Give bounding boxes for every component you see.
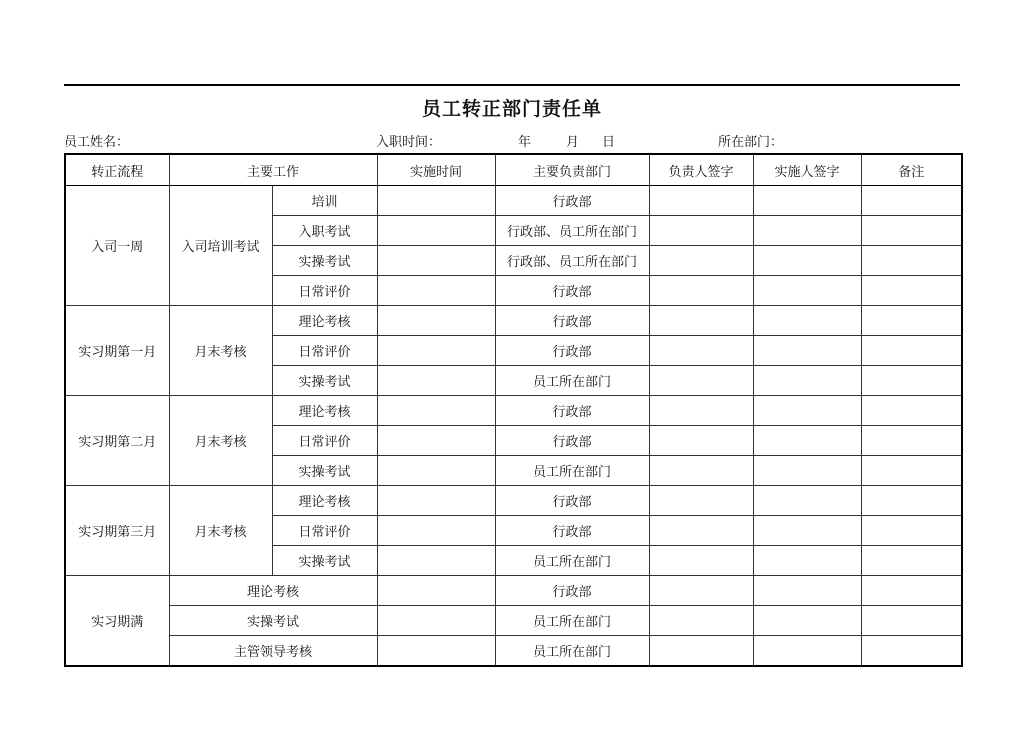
responsible-sign-cell[interactable] xyxy=(649,336,753,366)
table-row xyxy=(65,486,962,516)
responsible-sign-cell[interactable] xyxy=(649,396,753,426)
remarks-cell[interactable] xyxy=(861,546,962,576)
dept-cell: 行政部 xyxy=(495,396,649,426)
remarks-cell[interactable] xyxy=(861,186,962,216)
task-cell: 实操考试 xyxy=(272,546,377,576)
dept-cell: 员工所在部门 xyxy=(495,606,649,636)
time-cell[interactable] xyxy=(377,516,495,546)
implementer-sign-cell[interactable] xyxy=(753,486,861,516)
dept-cell: 行政部 xyxy=(495,186,649,216)
remarks-cell[interactable] xyxy=(861,276,962,306)
task-cell: 理论考核 xyxy=(272,396,377,426)
time-cell[interactable] xyxy=(377,306,495,336)
task-cell: 日常评价 xyxy=(272,276,377,306)
responsible-sign-cell[interactable] xyxy=(649,456,753,486)
responsible-sign-cell[interactable] xyxy=(649,576,753,606)
task-cell: 主管领导考核 xyxy=(169,636,377,667)
time-cell[interactable] xyxy=(377,186,495,216)
header-implementer-sign: 实施人签字 xyxy=(753,154,861,186)
dept-cell: 员工所在部门 xyxy=(495,456,649,486)
stage-cell: 实习期第一月 xyxy=(65,306,169,396)
responsible-sign-cell[interactable] xyxy=(649,636,753,667)
implementer-sign-cell[interactable] xyxy=(753,456,861,486)
task-cell: 日常评价 xyxy=(272,336,377,366)
top-rule xyxy=(64,84,960,86)
implementer-sign-cell[interactable] xyxy=(753,246,861,276)
remarks-cell[interactable] xyxy=(861,576,962,606)
dept-cell: 行政部 xyxy=(495,306,649,336)
table-row xyxy=(65,576,962,606)
implementer-sign-cell[interactable] xyxy=(753,396,861,426)
dept-cell: 行政部、员工所在部门 xyxy=(495,216,649,246)
stage-cell: 实习期第二月 xyxy=(65,396,169,486)
time-cell[interactable] xyxy=(377,336,495,366)
time-cell[interactable] xyxy=(377,276,495,306)
hire-date-label: 入职时间： xyxy=(376,135,442,150)
time-cell[interactable] xyxy=(377,426,495,456)
dept-cell: 行政部 xyxy=(495,276,649,306)
task-cell: 实操考试 xyxy=(272,366,377,396)
time-cell[interactable] xyxy=(377,486,495,516)
implementer-sign-cell[interactable] xyxy=(753,216,861,246)
task-cell: 理论考核 xyxy=(272,306,377,336)
header-responsible-sign: 负责人签字 xyxy=(649,154,753,186)
implementer-sign-cell[interactable] xyxy=(753,606,861,636)
dept-cell: 行政部 xyxy=(495,426,649,456)
work-cell: 月末考核 xyxy=(169,306,272,396)
remarks-cell[interactable] xyxy=(861,246,962,276)
responsible-sign-cell[interactable] xyxy=(649,186,753,216)
header-department: 主要负责部门 xyxy=(495,154,649,186)
responsible-sign-cell[interactable] xyxy=(649,546,753,576)
dept-cell: 行政部 xyxy=(495,576,649,606)
time-cell[interactable] xyxy=(377,456,495,486)
dept-cell: 员工所在部门 xyxy=(495,636,649,667)
time-cell[interactable] xyxy=(377,576,495,606)
dept-cell: 行政部、员工所在部门 xyxy=(495,246,649,276)
time-cell[interactable] xyxy=(377,366,495,396)
responsible-sign-cell[interactable] xyxy=(649,366,753,396)
remarks-cell[interactable] xyxy=(861,366,962,396)
time-cell[interactable] xyxy=(377,636,495,667)
time-cell[interactable] xyxy=(377,606,495,636)
implementer-sign-cell[interactable] xyxy=(753,186,861,216)
page-title: 员工转正部门责任单 xyxy=(421,98,602,120)
time-cell[interactable] xyxy=(377,546,495,576)
implementer-sign-cell[interactable] xyxy=(753,516,861,546)
department-label: 所在部门： xyxy=(718,135,784,150)
responsible-sign-cell[interactable] xyxy=(649,606,753,636)
implementer-sign-cell[interactable] xyxy=(753,336,861,366)
implementer-sign-cell[interactable] xyxy=(753,276,861,306)
year-label: 年 xyxy=(518,135,532,150)
work-cell: 入司培训考试 xyxy=(169,186,272,306)
implementer-sign-cell[interactable] xyxy=(753,426,861,456)
responsible-sign-cell[interactable] xyxy=(649,276,753,306)
task-cell: 理论考核 xyxy=(169,576,377,606)
table-row xyxy=(65,636,962,667)
work-cell: 月末考核 xyxy=(169,396,272,486)
header-remarks: 备注 xyxy=(861,154,962,186)
time-cell[interactable] xyxy=(377,216,495,246)
day-label: 日 xyxy=(602,135,616,150)
responsible-sign-cell[interactable] xyxy=(649,486,753,516)
table-row xyxy=(65,306,962,336)
implementer-sign-cell[interactable] xyxy=(753,636,861,667)
task-cell: 日常评价 xyxy=(272,516,377,546)
task-cell: 培训 xyxy=(272,186,377,216)
stage-cell: 实习期第三月 xyxy=(65,486,169,576)
implementer-sign-cell[interactable] xyxy=(753,306,861,336)
responsible-sign-cell[interactable] xyxy=(649,516,753,546)
responsible-sign-cell[interactable] xyxy=(649,426,753,456)
implementer-sign-cell[interactable] xyxy=(753,576,861,606)
header-row xyxy=(65,154,962,186)
implementer-sign-cell[interactable] xyxy=(753,546,861,576)
remarks-cell[interactable] xyxy=(861,606,962,636)
time-cell[interactable] xyxy=(377,396,495,426)
table-row xyxy=(65,396,962,426)
task-cell: 实操考试 xyxy=(169,606,377,636)
task-cell: 入职考试 xyxy=(272,216,377,246)
header-main-work: 主要工作 xyxy=(169,154,377,186)
header-process: 转正流程 xyxy=(65,154,169,186)
dept-cell: 员工所在部门 xyxy=(495,546,649,576)
task-cell: 实操考试 xyxy=(272,456,377,486)
remarks-cell[interactable] xyxy=(861,396,962,426)
responsible-sign-cell[interactable] xyxy=(649,246,753,276)
task-cell: 日常评价 xyxy=(272,426,377,456)
dept-cell: 员工所在部门 xyxy=(495,366,649,396)
remarks-cell[interactable] xyxy=(861,486,962,516)
remarks-cell[interactable] xyxy=(861,456,962,486)
implementer-sign-cell[interactable] xyxy=(753,366,861,396)
time-cell[interactable] xyxy=(377,246,495,276)
employee-name-label: 员工姓名： xyxy=(64,135,130,150)
responsible-sign-cell[interactable] xyxy=(649,216,753,246)
remarks-cell[interactable] xyxy=(861,336,962,366)
responsible-sign-cell[interactable] xyxy=(649,306,753,336)
table-row xyxy=(65,606,962,636)
task-cell: 实操考试 xyxy=(272,246,377,276)
dept-cell: 行政部 xyxy=(495,336,649,366)
remarks-cell[interactable] xyxy=(861,636,962,667)
table-row xyxy=(65,186,962,216)
dept-cell: 行政部 xyxy=(495,516,649,546)
remarks-cell[interactable] xyxy=(861,516,962,546)
stage-cell: 实习期满 xyxy=(65,576,169,667)
dept-cell: 行政部 xyxy=(495,486,649,516)
header-time: 实施时间 xyxy=(377,154,495,186)
remarks-cell[interactable] xyxy=(861,306,962,336)
task-cell: 理论考核 xyxy=(272,486,377,516)
remarks-cell[interactable] xyxy=(861,216,962,246)
work-cell: 月末考核 xyxy=(169,486,272,576)
stage-cell: 入司一周 xyxy=(65,186,169,306)
month-label: 月 xyxy=(566,135,580,150)
remarks-cell[interactable] xyxy=(861,426,962,456)
responsibility-table xyxy=(64,153,963,667)
